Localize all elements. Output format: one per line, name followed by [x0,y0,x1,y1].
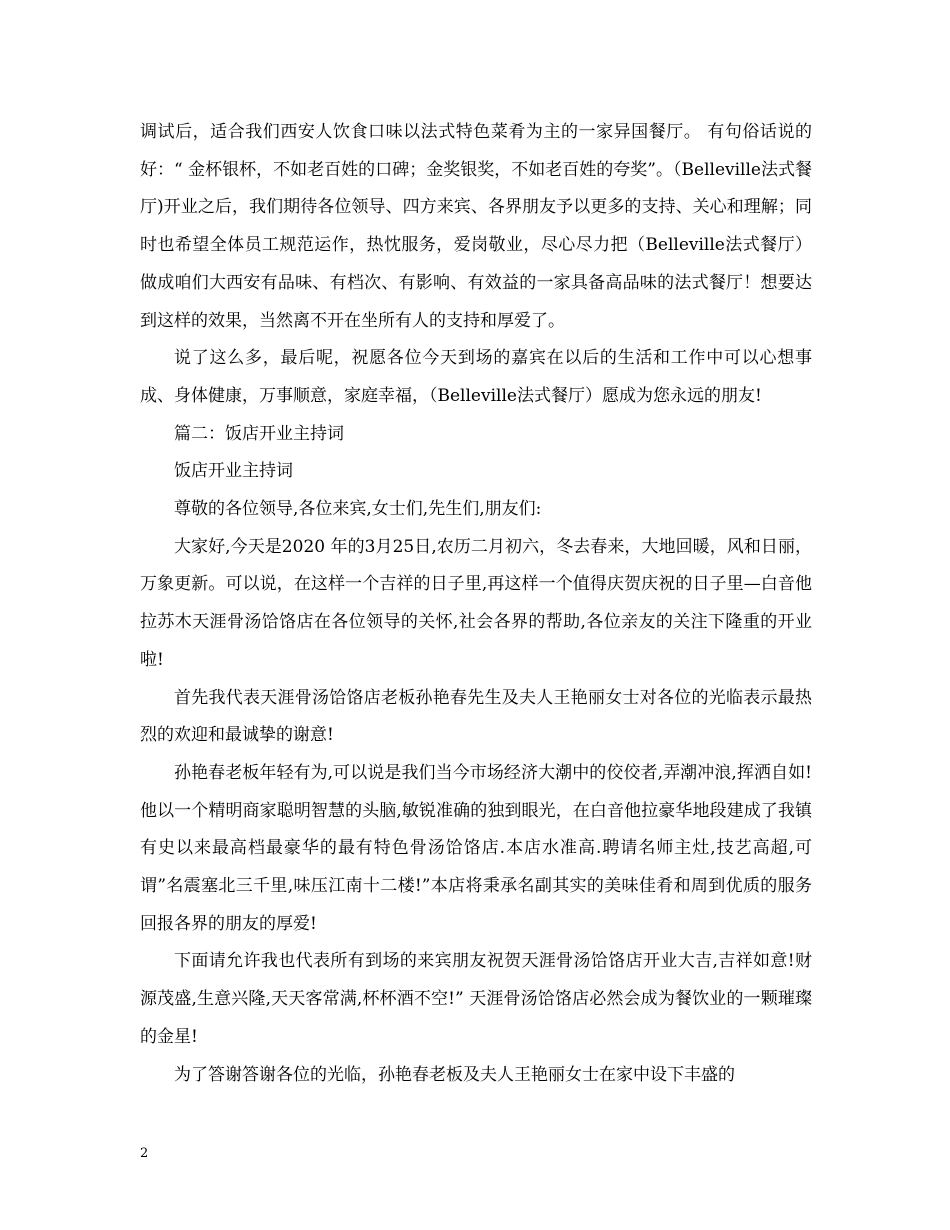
section-heading: 篇二：饭店开业主持词 [174,423,344,444]
paragraph-continuation: 调试后，适合我们西安人饮食口味以法式特色菜肴为主的一家异国餐厅。 有句俗话说的好：“ 金杯银杯，不如老百姓的口碑；金奖银奖，不如老百姓的夸奖”。（Belleville法式餐厅)开业之后，我们期待各位领导、四方来宾、各界朋友予以更多的支持、关心和理解；同时也希望全体员工规范运作，热忱服务，爱岗敬业，尽心尽力把（Belleville法式餐厅）做成咱们大西安有品味、有档次、有影响、有效益的一家具备高品味的法式餐厅！想要达到这样的效果，当然离不开在坐所有人的支持和厚爱了。 [140,122,812,331]
paragraph-closing-wishes: 说了这么多，最后呢，祝愿各位今天到场的嘉宾在以后的生活和工作中可以心想事成、身体健康，万事顺意，家庭幸福，（Belleville法式餐厅）愿成为您永远的朋友! [140,348,812,406]
paragraph-salutation: 尊敬的各位领导,各位来宾,女士们,先生们,朋友们: [174,499,542,520]
paragraph-banquet: 为了答谢答谢各位的光临，孙艳春老板及夫人王艳丽女士在家中设下丰盛的 [174,1064,735,1085]
document-body [140,114,812,1094]
paragraph-greeting: 大家好,今天是2020 年的3月25日,农历二月初六，冬去春来，大地回暖，风和日丽，万象更新。可以说，在这样一个吉祥的日子里,再这样一个值得庆贺庆祝的日子里—白音他拉苏木天涯骨汤饸饹店在各位领导的关怀,社会各界的帮助,各位亲友的关注下隆重的开业啦! [140,536,812,670]
section-title: 饭店开业主持词 [174,461,293,482]
paragraph-congratulations: 下面请允许我也代表所有到场的来宾朋友祝贺天涯骨汤饸饹店开业大吉,吉祥如意!财源茂盛,生意兴隆,天天客常满,杯杯酒不空!” 天涯骨汤饸饹店必然会成为餐饮业的一颗璀璨的金星! [140,951,812,1047]
paragraph-welcome: 首先我代表天涯骨汤饸饹店老板孙艳春先生及夫人王艳丽女士对各位的光临表示最热烈的欢迎和最诚挚的谢意! [140,687,812,746]
paragraph-owner-praise: 孙艳春老板年轻有为,可以说是我们当今市场经济大潮中的佼佼者,弄潮冲浪,挥洒自如!他以一个精明商家聪明智慧的头脑,敏锐准确的独到眼光，在白音他拉豪华地段建成了我镇有史以来最高档最豪华的最有特色骨汤饸饹店.本店水准高.聘请名师主灶,技艺高超,可谓”名震塞北三千里,味压江南十二楼!”本店将秉承名副其实的美味佳肴和周到优质的服务回报各界的朋友的厚爱! [140,762,812,934]
page-number: 2 [140,1146,149,1161]
